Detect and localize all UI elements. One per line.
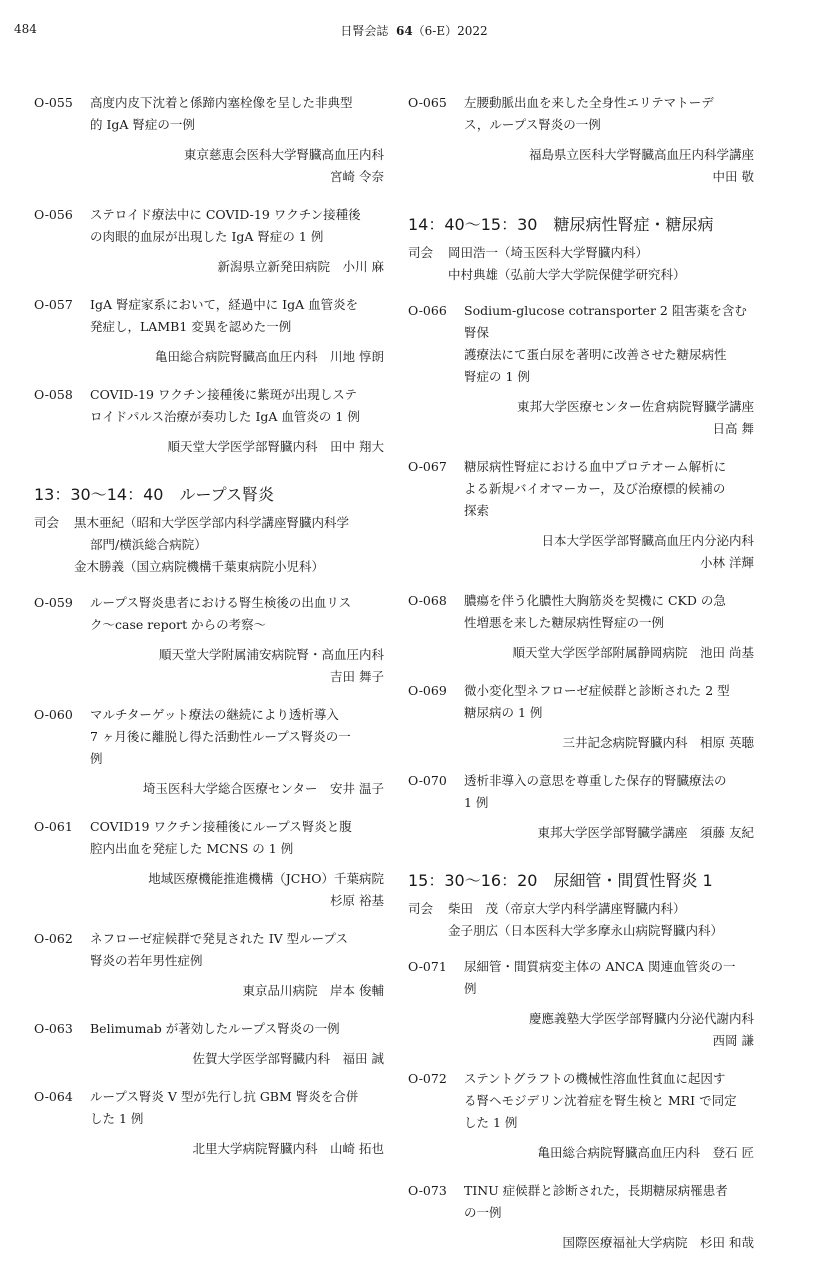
session-title: 13：30～14：40 ループス腎炎 <box>34 485 274 504</box>
affiliation-line: 新潟県立新発田病院 小川 麻 <box>217 259 384 274</box>
program-entry <box>34 384 384 458</box>
affiliation-line: 東邦大学医学部腎臓学講座 須藤 友紀 <box>537 825 754 840</box>
entry-id: O-070 <box>408 773 447 788</box>
program-entry <box>408 1068 754 1164</box>
program-entry <box>34 92 384 188</box>
program-entry <box>34 294 384 368</box>
entry-affiliation <box>34 144 384 188</box>
entry-title-line: ステロイド療法中に COVID-19 ワクチン接種後 <box>90 207 361 222</box>
entries-top-right <box>408 92 754 188</box>
entry-affiliation <box>34 778 384 800</box>
entry-id: O-063 <box>34 1021 73 1036</box>
entry-id: O-064 <box>34 1089 73 1104</box>
entry-id: O-062 <box>34 931 73 946</box>
entry-id: O-057 <box>34 297 73 312</box>
affiliation-line: 佐賀大学医学部腎臓内科 福田 誠 <box>192 1051 384 1066</box>
entry-title-line: の肉眼的血尿が出現した IgA 腎症の 1 例 <box>90 229 324 244</box>
entry-title-line: ステントグラフトの機械性溶血性貧血に起因す <box>464 1071 726 1086</box>
program-entry <box>34 704 384 800</box>
affiliation-line: 北里大学病院腎臓内科 山崎 拓也 <box>192 1141 384 1156</box>
entry-title-line: 腎症の 1 例 <box>464 369 530 384</box>
entry-title-line: 1 例 <box>464 795 489 810</box>
chair-name: 金木勝義（国立病院機構千葉東病院小児科） <box>74 559 325 574</box>
entry-title <box>464 770 754 814</box>
entry-affiliation <box>408 144 754 188</box>
entry-title-line: マルチターゲット療法の継続により透析導入 <box>90 707 339 722</box>
entries-top <box>34 92 384 458</box>
affiliation-line: 東邦大学医療センター佐倉病院腎臓学講座 <box>516 399 754 414</box>
entry-row <box>408 300 754 388</box>
program-entry <box>408 300 754 440</box>
affiliation-line: 日本大学医学部腎臓高血圧内分泌内科 <box>541 533 754 548</box>
affiliation-line: 東京品川病院 岸本 俊輔 <box>242 983 384 998</box>
entry-row <box>34 816 384 860</box>
entry-affiliation <box>408 396 754 440</box>
entry-title-line: 膿瘍を伴う化膿性大胸筋炎を契機に CKD の急 <box>464 593 726 608</box>
entry-id: O-061 <box>34 819 73 834</box>
entry-title-line: 糖尿病性腎症における血中プロテオーム解析に <box>464 459 727 474</box>
entries-lupus <box>34 592 384 1160</box>
entry-title-line: 腎炎の若年男性症例 <box>90 953 203 968</box>
entry-affiliation <box>34 1138 384 1160</box>
affiliation-line: 東京慈恵会医科大学腎臓高血圧内科 <box>183 147 384 162</box>
entry-row <box>34 92 384 136</box>
entry-title-line: る腎ヘモジデリン沈着症を腎生検と MRI で同定 <box>464 1093 737 1108</box>
entry-title-line: 糖尿病の 1 例 <box>464 705 543 720</box>
program-entry <box>408 1180 754 1254</box>
entry-title <box>90 1086 384 1130</box>
entry-title-line: 探索 <box>464 503 490 518</box>
affiliation-line: 杉原 裕基 <box>330 893 384 908</box>
entry-title <box>90 592 384 636</box>
entry-id: O-058 <box>34 387 73 402</box>
program-entry <box>408 92 754 188</box>
entry-title-line: 左腰動脈出血を来した全身性エリテマトーデ <box>464 95 714 110</box>
entry-row <box>408 1180 754 1224</box>
entry-title <box>90 704 384 770</box>
chair-row <box>408 242 754 264</box>
entry-id: O-067 <box>408 459 447 474</box>
entry-title-line: COVID-19 ワクチン接種後に紫斑が出現しステ <box>90 387 358 402</box>
chair-name: 金子朋広（日本医科大学多摩永山病院腎臓内科） <box>448 923 724 938</box>
entry-title-line: した 1 例 <box>464 1115 518 1130</box>
affiliation-line: 福島県立医科大学腎臓高血圧内科学講座 <box>528 147 754 162</box>
program-entry <box>34 204 384 278</box>
entry-title <box>464 300 754 388</box>
entry-affiliation <box>408 1142 754 1164</box>
entry-title-line: Sodium-glucose cotransporter 2 阻害薬を含む腎保 <box>464 303 747 340</box>
page-number: 484 <box>14 22 37 36</box>
entry-affiliation <box>408 822 754 844</box>
program-entry <box>408 590 754 664</box>
affiliation-line: 宮崎 令奈 <box>330 169 384 184</box>
affiliation-line: 順天堂大学医学部腎臓内科 田中 翔大 <box>167 439 384 454</box>
affiliation-line: 三井記念病院腎臓内科 相原 英聴 <box>562 735 754 750</box>
entry-title <box>464 590 754 634</box>
entry-id: O-055 <box>34 95 73 110</box>
entry-title-line: 的 IgA 腎症の一例 <box>90 117 195 132</box>
entry-affiliation <box>34 346 384 368</box>
journal-volume: 64 <box>395 24 413 38</box>
entry-title-line: ループス腎炎患者における腎生検後の出血リス <box>90 595 352 610</box>
program-entry <box>34 928 384 1002</box>
chair-label: 司会 <box>408 901 434 916</box>
entry-title-line: COVID19 ワクチン接種後にループス腎炎と腹 <box>90 819 352 834</box>
affiliation-line: 西岡 謙 <box>712 1033 754 1048</box>
chair-row <box>34 512 384 534</box>
affiliation-line: 吉田 舞子 <box>330 669 384 684</box>
entry-title <box>464 456 754 522</box>
session-title: 14：40～15：30 糖尿病性腎症・糖尿病 <box>408 215 714 234</box>
journal-name: 日腎会誌 <box>340 24 389 38</box>
program-entry <box>34 1018 384 1070</box>
program-entry <box>408 956 754 1052</box>
entry-title-line: ス，ループス腎炎の一例 <box>464 117 601 132</box>
entries-tubular <box>408 956 754 1254</box>
session-title: 15：30～16：20 尿細管・間質性腎炎 1 <box>408 871 713 890</box>
entry-id: O-060 <box>34 707 73 722</box>
entry-title-line: 尿細管・間質病変主体の ANCA 関連血管炎の一 <box>464 959 736 974</box>
entry-affiliation <box>408 732 754 754</box>
session-diabetic <box>408 212 754 286</box>
page-header <box>0 22 828 42</box>
right-column <box>408 92 754 1270</box>
entry-affiliation <box>34 1048 384 1070</box>
entry-title-line: ロイドパルス治療が奏功した IgA 血管炎の 1 例 <box>90 409 360 424</box>
chair-name: 中村典雄（弘前大学大学院保健学研究科） <box>448 267 686 282</box>
journal-issue: （6-E）2022 <box>412 24 488 38</box>
chair-name: 柴田 茂（帝京大学内科学講座腎臓内科） <box>448 901 686 916</box>
chair-label-spacer <box>408 264 448 286</box>
program-entry <box>408 770 754 844</box>
entry-row <box>408 590 754 634</box>
entry-title-line: ネフローゼ症候群で発見された IV 型ループス <box>90 931 349 946</box>
entry-title-line: 性増悪を来した糖尿病性腎症の一例 <box>464 615 665 630</box>
program-entry <box>34 816 384 912</box>
entry-id: O-066 <box>408 303 447 318</box>
affiliation-line: 慶應義塾大学医学部腎臓内分泌代謝内科 <box>528 1011 754 1026</box>
program-entry <box>408 456 754 574</box>
entry-row <box>34 704 384 770</box>
entry-title-line: ク～case report からの考察～ <box>90 617 267 632</box>
entry-title <box>90 92 384 136</box>
entry-title-line: した 1 例 <box>90 1111 144 1126</box>
entry-title <box>90 294 384 338</box>
affiliation-line: 地域医療機能推進機構（JCHO）千葉病院 <box>148 871 384 886</box>
chair-row <box>408 920 754 942</box>
chair-row <box>408 898 754 920</box>
entry-affiliation <box>408 530 754 574</box>
chair-name: 黒木亜紀（昭和大学医学部内科学講座腎臓内科学 <box>74 515 350 530</box>
entry-title-line: ループス腎炎 V 型が先行し抗 GBM 腎炎を合併 <box>90 1089 359 1104</box>
affiliation-line: 埼玉医科大学総合医療センター 安井 温子 <box>143 781 384 796</box>
entry-affiliation <box>408 1008 754 1052</box>
entries-diabetic <box>408 300 754 844</box>
program-entry <box>34 1086 384 1160</box>
entry-row <box>34 592 384 636</box>
chair-name: 部門/横浜総合病院） <box>90 537 207 552</box>
chair-label-spacer <box>34 534 74 556</box>
entry-row <box>34 1086 384 1130</box>
left-column <box>34 92 384 1176</box>
entry-title-line: Belimumab が著効したループス腎炎の一例 <box>90 1021 340 1036</box>
session-tubular <box>408 868 754 942</box>
entry-title-line: 透析非導入の意思を尊重した保存的腎臓療法の <box>464 773 727 788</box>
entry-id: O-071 <box>408 959 447 974</box>
entry-id: O-068 <box>408 593 447 608</box>
entry-row <box>34 294 384 338</box>
entry-affiliation <box>34 868 384 912</box>
entry-title-line: 例 <box>464 981 477 996</box>
entry-row <box>34 204 384 248</box>
entry-id: O-065 <box>408 95 447 110</box>
affiliation-line: 順天堂大学附属浦安病院腎・高血圧内科 <box>158 647 384 662</box>
entry-title <box>90 816 384 860</box>
entry-id: O-073 <box>408 1183 447 1198</box>
entry-affiliation <box>34 256 384 278</box>
entry-title-line: 護療法にて蛋白尿を著明に改善させた糖尿病性 <box>464 347 727 362</box>
entry-title-line: IgA 腎症家系において，経過中に IgA 血管炎を <box>90 297 359 312</box>
affiliation-line: 亀田総合病院腎臓高血圧内科 登石 匠 <box>537 1145 754 1160</box>
affiliation-line: 亀田総合病院腎臓高血圧内科 川地 惇朗 <box>155 349 384 364</box>
chair-label: 司会 <box>408 245 434 260</box>
entry-row <box>408 456 754 522</box>
entry-title-line: 例 <box>90 751 103 766</box>
affiliation-line: 小林 洋輝 <box>700 555 754 570</box>
entry-row <box>408 770 754 814</box>
entry-title-line: よる新規バイオマーカー，及び治療標的候補の <box>464 481 726 496</box>
affiliation-line: 国際医療福祉大学病院 杉田 和哉 <box>562 1235 754 1250</box>
journal-title <box>0 22 828 39</box>
chair-label-spacer <box>34 556 74 578</box>
entry-row <box>34 928 384 972</box>
entry-title <box>464 1068 754 1134</box>
affiliation-line: 順天堂大学医学部附属静岡病院 池田 尚基 <box>512 645 754 660</box>
entry-title <box>464 1180 754 1224</box>
chair-row <box>34 534 384 556</box>
session-lupus <box>34 482 384 578</box>
entry-row <box>408 1068 754 1134</box>
entry-title-line: 微小変化型ネフローゼ症候群と診断された 2 型 <box>464 683 730 698</box>
entry-title <box>90 928 384 972</box>
entry-id: O-072 <box>408 1071 447 1086</box>
entry-title <box>464 956 754 1000</box>
chair-row <box>34 556 384 578</box>
entry-title-line: の一例 <box>464 1205 502 1220</box>
entry-title-line: 高度内皮下沈着と係蹄内塞栓像を呈した非典型 <box>90 95 353 110</box>
entry-id: O-056 <box>34 207 73 222</box>
entry-title-line: 7 ヶ月後に離脱し得た活動性ループス腎炎の一 <box>90 729 351 744</box>
affiliation-line: 中田 敬 <box>712 169 754 184</box>
affiliation-line: 日高 舞 <box>712 421 754 436</box>
entry-row <box>408 92 754 136</box>
entry-title-line: 発症し，LAMB1 変異を認めた一例 <box>90 319 292 334</box>
entry-title <box>464 92 754 136</box>
entry-title-line: 腔内出血を発症した MCNS の 1 例 <box>90 841 294 856</box>
entry-id: O-059 <box>34 595 73 610</box>
entry-affiliation <box>408 1232 754 1254</box>
entry-title <box>90 384 384 428</box>
entry-title <box>90 1018 384 1040</box>
program-entry <box>408 680 754 754</box>
entry-row <box>408 956 754 1000</box>
entry-id: O-069 <box>408 683 447 698</box>
chair-label: 司会 <box>34 515 60 530</box>
entry-row <box>34 384 384 428</box>
entry-affiliation <box>34 436 384 458</box>
entry-row <box>34 1018 384 1040</box>
entry-title <box>90 204 384 248</box>
chair-name: 岡田浩一（埼玉医科大学腎臓内科） <box>448 245 649 260</box>
chair-row <box>408 264 754 286</box>
entry-title-line: TINU 症候群と診断された，長期糖尿病罹患者 <box>464 1183 728 1198</box>
entry-title <box>464 680 754 724</box>
entry-row <box>408 680 754 724</box>
entry-affiliation <box>408 642 754 664</box>
entry-affiliation <box>34 980 384 1002</box>
entry-affiliation <box>34 644 384 688</box>
program-entry <box>34 592 384 688</box>
chair-label-spacer <box>408 920 448 942</box>
